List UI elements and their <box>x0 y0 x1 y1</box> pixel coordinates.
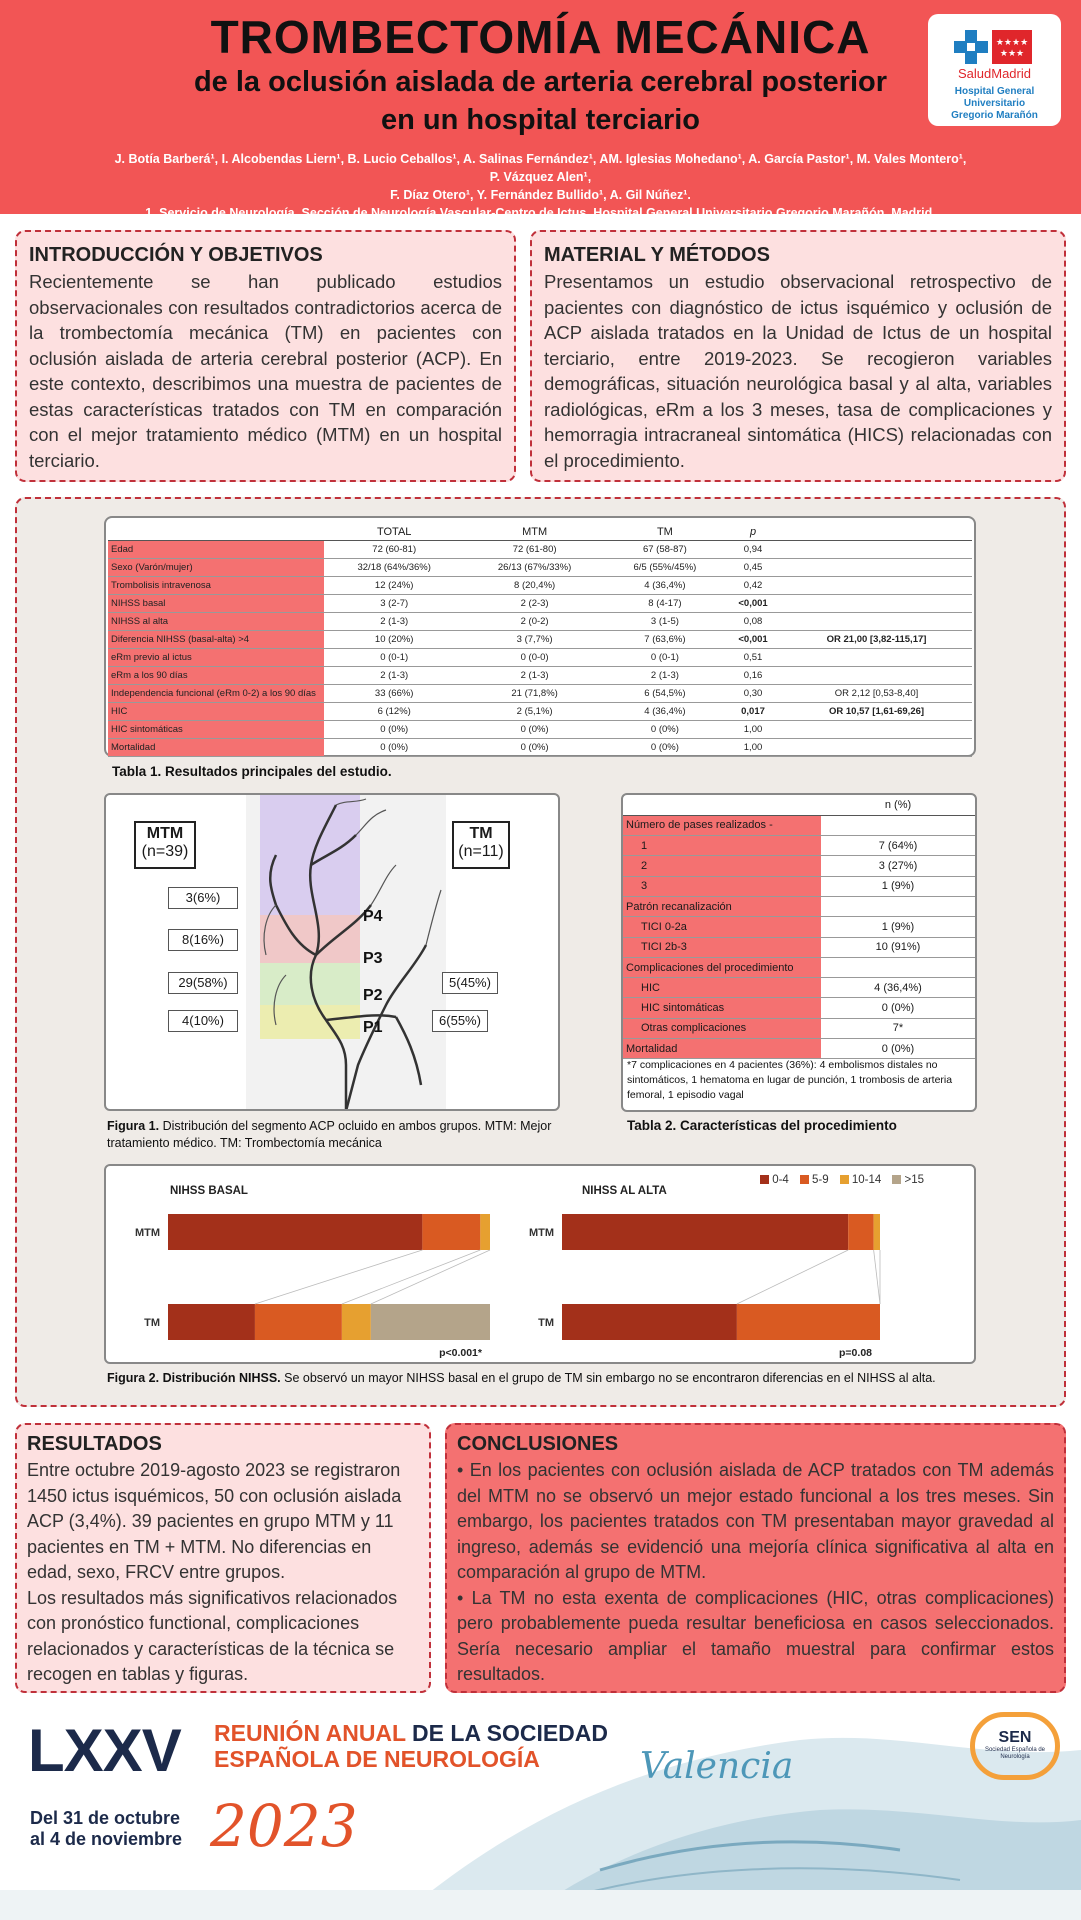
table-1-cell <box>781 666 972 684</box>
table-1-cell <box>781 540 972 558</box>
segment-p4: P4 <box>363 908 383 925</box>
chart-category-label: TM <box>144 1317 160 1329</box>
table-2-value: 1 (9%) <box>821 876 975 896</box>
congress-name-line-1: REUNIÓN ANUAL DE LA SOCIEDAD <box>214 1720 608 1746</box>
table-1 <box>104 516 976 757</box>
table-1-cell: Mortalidad <box>108 738 324 756</box>
table-1-cell: 72 (61-80) <box>464 540 604 558</box>
table-2-label: 1 <box>623 836 821 856</box>
chart-category-label: TM <box>538 1317 554 1329</box>
table-1-cell: HIC <box>108 702 324 720</box>
table-2-row <box>623 998 975 1018</box>
chart-bar-segment <box>737 1304 880 1340</box>
table-2-label: 2 <box>623 856 821 876</box>
table-2-label: HIC sintomáticas <box>623 998 821 1018</box>
table-1-cell <box>781 576 972 594</box>
table-1-cell: 0 (0%) <box>324 738 464 756</box>
table-2-label: Otras complicaciones <box>623 1018 821 1038</box>
table-1-cell: eRm previo al ictus <box>108 648 324 666</box>
resultados-text-1: Entre octubre 2019-agosto 2023 se registraron 1450 ictus isquémicos, 50 con oclusión aislada ACP (3,4%). 39 pacientes en grupo MTM y 11 pacientes en TM + MTM. No diferencias en edad, sexo, FRCV entre grupos. <box>27 1460 402 1582</box>
table-1-cell: 3 (2-7) <box>324 594 464 612</box>
logo-brand: SaludMadrid <box>958 66 1031 81</box>
congress-date-2: al 4 de noviembre <box>30 1829 183 1849</box>
table-1-cell: Diferencia NIHSS (basal-alta) >4 <box>108 630 324 648</box>
figure-2 <box>104 1164 976 1364</box>
table-1-cell <box>781 720 972 738</box>
table-1-cell: 0 (0-0) <box>464 648 604 666</box>
table-1-cell: 2 (1-3) <box>605 666 725 684</box>
table-1-header: MTM <box>464 524 604 540</box>
figure-2-caption: Figura 2. Distribución NIHSS. Se observó un mayor NIHSS basal en el grupo de TM sin embargo no se encontraron diferencias en el NIHSS al alta. <box>107 1371 936 1385</box>
conclusiones-heading: CONCLUSIONES <box>457 1433 619 1455</box>
table-1-cell: 0,16 <box>725 666 781 684</box>
chart-connector <box>342 1250 480 1304</box>
chart-bar-segment <box>168 1304 255 1340</box>
table-1-cell <box>781 738 972 756</box>
table-1-cell: 0,08 <box>725 612 781 630</box>
table-2-row <box>623 815 975 835</box>
table-1-cell: 0,45 <box>725 558 781 576</box>
chart-connector <box>874 1250 880 1304</box>
affiliation: 1. Servicio de Neurología. Sección de Neurología Vascular-Centro de Ictus. Hospital General Universitario Gregorio Marañón. Madrid. <box>145 206 936 220</box>
table-1-cell <box>781 612 972 630</box>
svg-text:★★★★: ★★★★ <box>995 38 1029 48</box>
table-1-row <box>108 594 972 612</box>
table-1-row <box>108 576 972 594</box>
angiography-image <box>246 795 446 1111</box>
hospital-logo <box>928 14 1061 126</box>
table-1-cell: 33 (66%) <box>324 684 464 702</box>
poster-header <box>0 0 1081 220</box>
table-1-cell: 8 (20,4%) <box>464 576 604 594</box>
table-1-cell: 0 (0-1) <box>605 648 725 666</box>
table-1-cell: 0 (0-1) <box>324 648 464 666</box>
segment-p2: P2 <box>363 987 383 1004</box>
table-1-cell: Sexo (Varón/mujer) <box>108 558 324 576</box>
table-2-value: 4 (36,4%) <box>821 978 975 998</box>
congress-city: Valencia <box>640 1746 794 1787</box>
table-2-row <box>623 836 975 856</box>
chart-panel-title: NIHSS AL ALTA <box>582 1185 667 1197</box>
congress-number: LXXV <box>28 1717 181 1784</box>
table-1-cell: 67 (58-87) <box>605 540 725 558</box>
chart-pvalue: p<0.001* <box>439 1347 482 1359</box>
segment-p1: P1 <box>363 1019 383 1036</box>
chart-panel-title: NIHSS BASAL <box>170 1185 248 1197</box>
table-2-label: TICI 2b-3 <box>623 937 821 957</box>
table-1-cell: 0,017 <box>725 702 781 720</box>
congress-dates <box>30 1808 182 1850</box>
table-2-row <box>623 978 975 998</box>
table-2 <box>621 793 977 1112</box>
authors-line-1: J. Botía Barberá¹, I. Alcobendas Liern¹, B. Lucio Ceballos¹, A. Salinas Fernández¹, AM. Iglesias Mohedano¹, A. García Pastor¹, M. Vales Montero¹, P. Vázquez Alen¹, <box>114 152 967 184</box>
table-1-cell: 2 (5,1%) <box>464 702 604 720</box>
table-1-cell: 32/18 (64%/36%) <box>324 558 464 576</box>
table-1-cell: 72 (60-81) <box>324 540 464 558</box>
chart-bar-segment <box>562 1214 848 1250</box>
table-1-row <box>108 558 972 576</box>
sen-logo <box>970 1712 1060 1780</box>
table-2-value <box>821 815 975 835</box>
congress-name-line-2: ESPAÑOLA DE NEUROLOGÍA <box>214 1746 540 1772</box>
chart-connector <box>737 1250 848 1304</box>
table-1-cell: 2 (2-3) <box>464 594 604 612</box>
legend-item: 10-14 <box>840 1174 881 1186</box>
chart-category-label: MTM <box>528 1227 554 1239</box>
resultados-heading: RESULTADOS <box>27 1433 162 1455</box>
table-2-label: Mortalidad <box>623 1039 821 1059</box>
table-2-value: 0 (0%) <box>821 998 975 1018</box>
table-2-caption: Tabla 2. Características del procedimiento <box>627 1118 897 1133</box>
table-1-cell: Trombolisis intravenosa <box>108 576 324 594</box>
chart-bar-segment <box>480 1214 490 1250</box>
tm-p2-value: 5(45%) <box>442 972 498 994</box>
tm-label: TM <box>469 825 493 842</box>
table-1-row <box>108 720 972 738</box>
mtm-p3-value: 8(16%) <box>168 929 238 951</box>
table-1-row <box>108 648 972 666</box>
table-1-cell: 1,00 <box>725 720 781 738</box>
logo-hospital-line-2: Gregorio Marañón <box>951 110 1038 121</box>
conclusiones-section <box>445 1423 1066 1693</box>
methods-heading: MATERIAL Y MÉTODOS <box>544 244 770 266</box>
table-2-value: 1 (9%) <box>821 917 975 937</box>
authors-line-2: F. Díaz Otero¹, Y. Fernández Bullido¹, A. Gil Núñez¹. <box>390 188 691 202</box>
mtm-group-label <box>134 821 196 869</box>
chart-bar-segment <box>874 1214 880 1250</box>
chart-bar-segment <box>422 1214 480 1250</box>
table-1-cell: 6 (54,5%) <box>605 684 725 702</box>
table-1-cell: 2 (1-3) <box>464 666 604 684</box>
table-1-header <box>781 524 972 540</box>
intro-text: Recientemente se han publicado estudios observacionales con resultados contradictorios acerca de la trombectomía mecánica (TM) en pacientes con oclusión aislada de arteria cerebral posterior (ACP). En este contexto, describimos una muestra de pacientes de estas características tratados con TM en comparación con el mejor tratamiento médico (MTM) en un hospital terciario. <box>29 271 502 471</box>
svg-text:★★★: ★★★ <box>999 49 1025 59</box>
table-2-label: HIC <box>623 978 821 998</box>
table-1-cell: 21 (71,8%) <box>464 684 604 702</box>
table-1-grid <box>108 524 972 757</box>
resultados-section <box>15 1423 431 1693</box>
table-1-header: TM <box>605 524 725 540</box>
table-1-caption: Tabla 1. Resultados principales del estudio. <box>112 764 392 779</box>
table-1-row <box>108 630 972 648</box>
chart-bar-segment <box>255 1304 342 1340</box>
table-2-note: *7 complicaciones en 4 pacientes (36%): 4 embolismos distales no sintomáticos, 1 hematoma en lugar de punción, 1 trombosis de arteria femoral, 1 episodio vagal <box>627 1059 953 1101</box>
tm-group-label <box>452 821 510 869</box>
chart-bar-segment <box>342 1304 371 1340</box>
table-1-cell: 0,51 <box>725 648 781 666</box>
table-2-value: 3 (27%) <box>821 856 975 876</box>
segment-p3: P3 <box>363 950 383 967</box>
table-1-cell <box>781 558 972 576</box>
table-1-cell <box>781 594 972 612</box>
legend-item: >15 <box>892 1174 924 1186</box>
table-1-cell: <0,001 <box>725 630 781 648</box>
table-2-label: Patrón recanalización <box>623 896 821 916</box>
table-2-row <box>623 1018 975 1038</box>
table-2-row <box>623 896 975 916</box>
legend-item: 5-9 <box>800 1174 829 1186</box>
congress-footer <box>0 1700 1081 1920</box>
legend-item: 0-4 <box>760 1174 789 1186</box>
table-1-row <box>108 738 972 756</box>
mtm-p4-value: 3(6%) <box>168 887 238 909</box>
table-2-row <box>623 957 975 977</box>
table-2-header: n (%) <box>821 795 975 815</box>
table-2-row <box>623 917 975 937</box>
table-2-row <box>623 876 975 896</box>
table-1-cell: HIC sintomáticas <box>108 720 324 738</box>
chart-connector <box>371 1250 490 1304</box>
table-1-cell: NIHSS basal <box>108 594 324 612</box>
table-2-header-empty <box>623 795 821 815</box>
sen-logo-subtext: Sociedad Española de Neurología <box>984 1747 1046 1760</box>
table-2-grid <box>623 795 975 1059</box>
table-1-cell: 1,00 <box>725 738 781 756</box>
table-2-label: Complicaciones del procedimiento <box>623 957 821 977</box>
chart-bar-segment <box>848 1214 873 1250</box>
table-2-value <box>821 896 975 916</box>
table-2-label: 3 <box>623 876 821 896</box>
resultados-text-2: Los resultados más significativos relacionados con pronóstico functional, complicaciones relacionados y características de la técnica se recogen en tablas y figuras. <box>27 1587 398 1684</box>
table-1-cell: NIHSS al alta <box>108 612 324 630</box>
table-1-cell: 3 (1-5) <box>605 612 725 630</box>
table-1-cell: 2 (1-3) <box>324 612 464 630</box>
table-1-cell: 0 (0%) <box>605 720 725 738</box>
mtm-n: (n=39) <box>141 843 189 860</box>
table-1-cell: 2 (0-2) <box>464 612 604 630</box>
table-1-cell: 7 (63,6%) <box>605 630 725 648</box>
table-1-cell: 0 (0%) <box>464 720 604 738</box>
table-1-row <box>108 684 972 702</box>
chart-connector <box>255 1250 422 1304</box>
logo-hospital <box>928 86 1061 122</box>
figure-1 <box>104 793 560 1111</box>
table-2-label: TICI 0-2a <box>623 917 821 937</box>
chart-category-label: MTM <box>134 1227 160 1239</box>
chart-bar-segment <box>168 1214 422 1250</box>
congress-year: 2023 <box>210 1792 358 1860</box>
table-1-cell: 8 (4-17) <box>605 594 725 612</box>
poster-subtitle-1: de la oclusión aislada de arteria cerebral posterior <box>193 66 888 98</box>
chart-bar-segment <box>562 1304 737 1340</box>
chart-pvalue: p=0.08 <box>839 1347 872 1359</box>
table-1-header: TOTAL <box>324 524 464 540</box>
madrid-flag-icon <box>992 30 1032 64</box>
table-2-row <box>623 1039 975 1059</box>
conclusiones-text-2: • La TM no esta exenta de complicaciones (HIC, otras complicaciones) pero probablemente pueda resultar beneficiosa en casos seleccionados. Sería necesario ampliar el tamaño muestral para confirmar estos resultados. <box>457 1587 1054 1684</box>
table-1-cell: 0 (0%) <box>324 720 464 738</box>
cross-icon <box>954 30 988 64</box>
table-1-cell: 6 (12%) <box>324 702 464 720</box>
mtm-p1-value: 4(10%) <box>168 1010 238 1032</box>
table-1-cell: <0,001 <box>725 594 781 612</box>
table-1-cell <box>781 648 972 666</box>
figure-1-caption: Figura 1. Distribución del segmento ACP ocluido en ambos grupos. MTM: Mejor tratamiento médico. TM: Trombectomía mecánica <box>107 1119 552 1150</box>
mtm-label: MTM <box>146 825 184 842</box>
table-1-cell: 0 (0%) <box>464 738 604 756</box>
mtm-p2-value: 29(58%) <box>168 972 238 994</box>
poster-subtitle-2: en un hospital terciario <box>380 104 701 136</box>
table-2-label: Número de pases realizados - <box>623 815 821 835</box>
table-1-cell: Independencia funcional (eRm 0-2) a los 90 días <box>108 684 324 702</box>
table-2-value: 10 (91%) <box>821 937 975 957</box>
table-1-row <box>108 540 972 558</box>
table-1-cell: 4 (36,4%) <box>605 702 725 720</box>
tm-n: (n=11) <box>458 843 504 860</box>
table-1-cell: 3 (7,7%) <box>464 630 604 648</box>
table-1-row <box>108 666 972 684</box>
methods-text: Presentamos un estudio observacional retrospectivo de pacientes con diagnóstico de ictus isquémico y oclusión de ACP aislada tratados en la Unidad de Ictus de un hospital terciario, entre 2019-2023. Se recogieron variables demográficas, situación neurológica basal y al alta, variables radiológicas, eRm a los 3 meses, tasa de complicaciones y hemorragia intracraneal sintomática (HICS) relacionadas con el procedimiento. <box>544 271 1052 471</box>
intro-heading: INTRODUCCIÓN Y OBJETIVOS <box>29 244 323 266</box>
table-2-value: 0 (0%) <box>821 1039 975 1059</box>
table-1-cell: 0,94 <box>725 540 781 558</box>
congress-name <box>214 1720 608 1772</box>
poster-title: TROMBECTOMÍA MECÁNICA <box>210 11 871 63</box>
table-2-row <box>623 937 975 957</box>
nihss-chart <box>106 1166 974 1362</box>
table-1-cell: 12 (24%) <box>324 576 464 594</box>
table-2-value: 7* <box>821 1018 975 1038</box>
table-1-cell: OR 10,57 [1,61-69,26] <box>781 702 972 720</box>
methods-section <box>530 230 1066 482</box>
table-1-cell: 0,30 <box>725 684 781 702</box>
table-1-row <box>108 702 972 720</box>
authors <box>110 150 971 222</box>
chart-bar-segment <box>371 1304 490 1340</box>
table-2-value <box>821 957 975 977</box>
table-1-header: p <box>725 524 781 540</box>
table-1-cell: 26/13 (67%/33%) <box>464 558 604 576</box>
table-2-value: 7 (64%) <box>821 836 975 856</box>
table-1-cell: 0 (0%) <box>605 738 725 756</box>
intro-section <box>15 230 516 482</box>
table-1-cell: 10 (20%) <box>324 630 464 648</box>
table-1-cell: OR 21,00 [3,82-115,17] <box>781 630 972 648</box>
conclusiones-text-1: • En los pacientes con oclusión aislada de ACP tratados con TM además del MTM no se observó un mejor estado funcional a los tres meses. Sin embargo, los pacientes tratados con TM presentaban mayor gravedad al ingreso, además se evidenció una mejoría clínica significativa al alta en comparación al grupo de MTM. <box>457 1460 1054 1582</box>
table-1-row <box>108 612 972 630</box>
table-2-row <box>623 856 975 876</box>
table-1-cell: 4 (36,4%) <box>605 576 725 594</box>
table-1-cell: 2 (1-3) <box>324 666 464 684</box>
congress-date-1: Del 31 de octubre <box>30 1808 181 1828</box>
table-1-cell: 0,42 <box>725 576 781 594</box>
logo-hospital-line-1: Hospital General Universitario <box>954 86 1035 109</box>
table-1-cell: 6/5 (55%/45%) <box>605 558 725 576</box>
tm-p1-value: 6(55%) <box>432 1010 488 1032</box>
table-1-cell: eRm a los 90 días <box>108 666 324 684</box>
table-1-header <box>108 524 324 540</box>
table-1-cell: OR 2,12 [0,53-8,40] <box>781 684 972 702</box>
table-1-cell: Edad <box>108 540 324 558</box>
sen-logo-text: SEN <box>998 1729 1032 1746</box>
